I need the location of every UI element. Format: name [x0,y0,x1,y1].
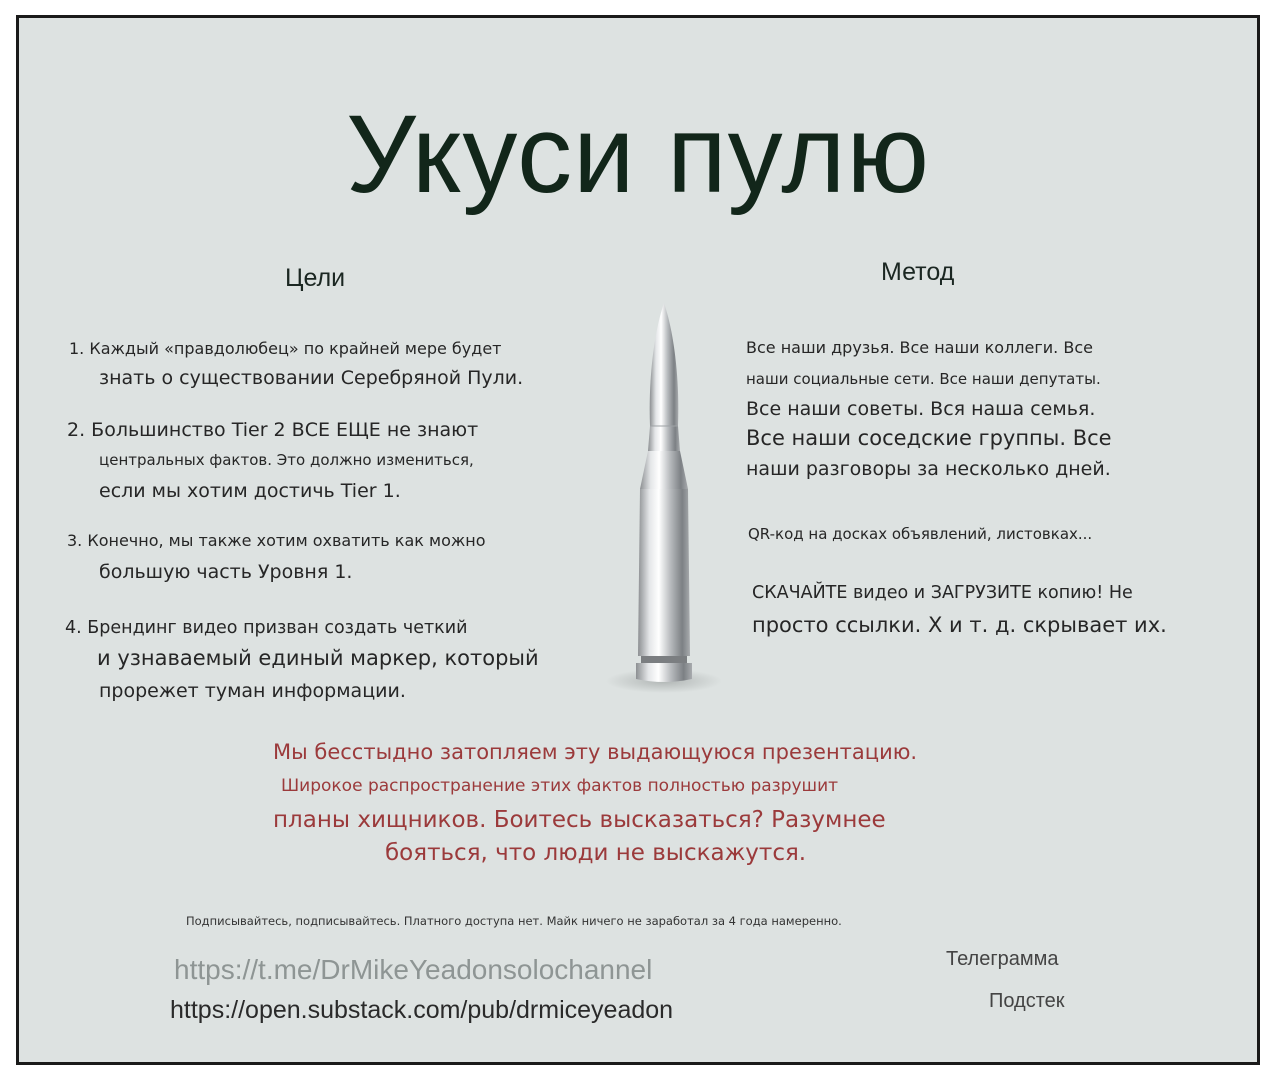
page-title: Укуси пулю [346,93,930,216]
method-line-2: наши социальные сети. Все наши депутаты. [746,370,1101,388]
goal-4-line-2: и узнаваемый единый маркер, который [97,646,539,670]
method-heading: Метод [881,258,955,286]
goal-2-line-3: если мы хотим достичь Tier 1. [99,480,401,502]
method-line-7: СКАЧАЙТЕ видео и ЗАГРУЗИТЕ копию! Не [752,583,1133,603]
goal-3-line-1: 3. Конечно, мы также хотим охватить как можно [67,531,486,550]
method-line-3: Все наши советы. Вся наша семья. [746,398,1096,420]
goal-1-line-2: знать о существовании Серебряной Пули. [99,367,524,389]
goal-1-line-1: 1. Каждый «правдолюбец» по крайней мере будет [69,339,502,358]
poster [16,15,1260,1065]
bullet-illustration [604,301,724,706]
callout-line-2: Широкое распространение этих фактов полностью разрушит [281,776,839,796]
substack-link[interactable]: https://open.substack.com/pub/drmiceyeadon [170,996,674,1024]
callout-line-3: планы хищников. Боитесь высказаться? Разумнее [273,807,886,833]
telegram-label: Телеграмма [946,948,1059,970]
method-line-8: просто ссылки. X и т. д. скрывает их. [752,613,1167,637]
method-line-4: Все наши соседские группы. Все [746,426,1112,450]
bullet-icon [604,301,724,706]
goals-heading: Цели [285,264,346,292]
telegram-link[interactable]: https://t.me/DrMikeYeadonsolochannel [174,954,653,985]
callout-line-4: бояться, что люди не выскажутся. [385,840,807,866]
goal-2-line-2: центральных фактов. Это должно измениться, [99,451,474,469]
method-line-5: наши разговоры за несколько дней. [746,458,1111,480]
method-line-1: Все наши друзья. Все наши коллеги. Все [746,338,1093,357]
callout-line-1: Мы бесстыдно затопляем эту выдающуюся презентацию. [273,740,918,764]
footer-note: Подписывайтесь, подписывайтесь. Платного доступа нет. Майк ничего не заработал за 4 года намеренно. [186,914,842,928]
goal-4-line-3: прорежет туман информации. [99,680,406,702]
goal-4-line-1: 4. Брендинг видео призван создать четкий [65,618,468,638]
goal-2-line-1: 2. Большинство Tier 2 ВСЕ ЕЩЕ не знают [67,419,479,441]
goal-3-line-2: большую часть Уровня 1. [99,561,353,583]
substack-label: Подстек [989,990,1065,1012]
method-line-6: QR-код на досках объявлений, листовках... [748,525,1093,543]
